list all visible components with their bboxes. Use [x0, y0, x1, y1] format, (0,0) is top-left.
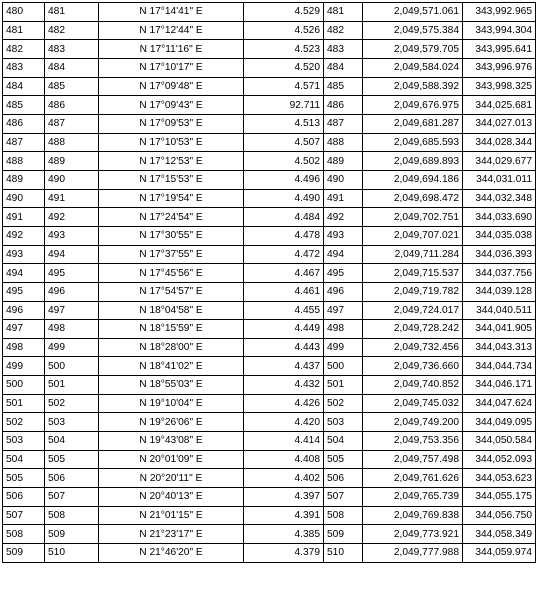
point-cell: 501: [324, 376, 363, 395]
easting-cell: 344,052.093: [463, 450, 536, 469]
to-station-cell: 498: [45, 320, 99, 339]
bearing-cell: N 19°26'06" E: [99, 413, 244, 432]
table-row: [3, 58, 536, 77]
to-station-cell: 493: [45, 226, 99, 245]
northing-cell: 2,049,740.852: [363, 376, 463, 395]
to-station-cell: 507: [45, 488, 99, 507]
northing-cell: 2,049,728.242: [363, 320, 463, 339]
point-cell: 482: [324, 21, 363, 40]
easting-cell: 344,035.038: [463, 226, 536, 245]
distance-cell: 4.408: [244, 450, 324, 469]
point-cell: 495: [324, 264, 363, 283]
to-station-cell: 492: [45, 208, 99, 227]
from-station-cell: 509: [3, 544, 45, 563]
table-row: [3, 3, 536, 22]
to-station-cell: 497: [45, 301, 99, 320]
from-station-cell: 486: [3, 114, 45, 133]
point-cell: 494: [324, 245, 363, 264]
bearing-cell: N 19°43'08" E: [99, 432, 244, 451]
to-station-cell: 508: [45, 506, 99, 525]
point-cell: 489: [324, 152, 363, 171]
easting-cell: 344,036.393: [463, 245, 536, 264]
point-cell: 504: [324, 432, 363, 451]
bearing-cell: N 20°40'13" E: [99, 488, 244, 507]
northing-cell: 2,049,579.705: [363, 40, 463, 59]
distance-cell: 4.397: [244, 488, 324, 507]
bearing-cell: N 17°10'53" E: [99, 133, 244, 152]
easting-cell: 344,025.681: [463, 96, 536, 115]
from-station-cell: 493: [3, 245, 45, 264]
table-row: [3, 114, 536, 133]
from-station-cell: 492: [3, 226, 45, 245]
table-body: [3, 3, 536, 563]
distance-cell: 4.414: [244, 432, 324, 451]
table-row: [3, 525, 536, 544]
easting-cell: 344,053.623: [463, 469, 536, 488]
northing-cell: 2,049,736.660: [363, 357, 463, 376]
table-row: [3, 301, 536, 320]
easting-cell: 344,032.348: [463, 189, 536, 208]
distance-cell: 4.385: [244, 525, 324, 544]
table-row: [3, 96, 536, 115]
easting-cell: 344,059.974: [463, 544, 536, 563]
easting-cell: 344,031.011: [463, 170, 536, 189]
distance-cell: 4.432: [244, 376, 324, 395]
easting-cell: 344,039.128: [463, 282, 536, 301]
table-row: [3, 170, 536, 189]
distance-cell: 4.520: [244, 58, 324, 77]
table-row: [3, 413, 536, 432]
to-station-cell: 509: [45, 525, 99, 544]
from-station-cell: 489: [3, 170, 45, 189]
point-cell: 488: [324, 133, 363, 152]
distance-cell: 4.379: [244, 544, 324, 563]
from-station-cell: 487: [3, 133, 45, 152]
from-station-cell: 499: [3, 357, 45, 376]
distance-cell: 4.523: [244, 40, 324, 59]
table-row: [3, 357, 536, 376]
table-row: [3, 133, 536, 152]
distance-cell: 4.467: [244, 264, 324, 283]
easting-cell: 344,043.313: [463, 338, 536, 357]
bearing-cell: N 17°14'41" E: [99, 3, 244, 22]
easting-cell: 344,056.750: [463, 506, 536, 525]
to-station-cell: 481: [45, 3, 99, 22]
table-row: [3, 208, 536, 227]
point-cell: 502: [324, 394, 363, 413]
easting-cell: 343,994.304: [463, 21, 536, 40]
point-cell: 510: [324, 544, 363, 563]
from-station-cell: 480: [3, 3, 45, 22]
point-cell: 481: [324, 3, 363, 22]
to-station-cell: 501: [45, 376, 99, 395]
northing-cell: 2,049,707.021: [363, 226, 463, 245]
bearing-cell: N 20°01'09" E: [99, 450, 244, 469]
from-station-cell: 505: [3, 469, 45, 488]
distance-cell: 4.426: [244, 394, 324, 413]
table-row: [3, 77, 536, 96]
bearing-cell: N 17°24'54" E: [99, 208, 244, 227]
distance-cell: 4.449: [244, 320, 324, 339]
from-station-cell: 485: [3, 96, 45, 115]
bearing-cell: N 21°01'15" E: [99, 506, 244, 525]
easting-cell: 344,049.095: [463, 413, 536, 432]
table-row: [3, 264, 536, 283]
bearing-cell: N 21°46'20" E: [99, 544, 244, 563]
distance-cell: 92.711: [244, 96, 324, 115]
bearing-cell: N 20°20'11" E: [99, 469, 244, 488]
northing-cell: 2,049,765.739: [363, 488, 463, 507]
distance-cell: 4.513: [244, 114, 324, 133]
easting-cell: 344,033.690: [463, 208, 536, 227]
bearing-cell: N 18°41'02" E: [99, 357, 244, 376]
from-station-cell: 508: [3, 525, 45, 544]
northing-cell: 2,049,588.392: [363, 77, 463, 96]
bearing-cell: N 18°04'58" E: [99, 301, 244, 320]
table-row: [3, 282, 536, 301]
bearing-cell: N 17°09'53" E: [99, 114, 244, 133]
distance-cell: 4.496: [244, 170, 324, 189]
from-station-cell: 482: [3, 40, 45, 59]
bearing-cell: N 18°15'59" E: [99, 320, 244, 339]
distance-cell: 4.461: [244, 282, 324, 301]
northing-cell: 2,049,694.186: [363, 170, 463, 189]
table-row: [3, 40, 536, 59]
easting-cell: 344,046.171: [463, 376, 536, 395]
bearing-cell: N 17°09'43" E: [99, 96, 244, 115]
northing-cell: 2,049,719.782: [363, 282, 463, 301]
northing-cell: 2,049,711.284: [363, 245, 463, 264]
northing-cell: 2,049,749.200: [363, 413, 463, 432]
bearing-cell: N 17°12'53" E: [99, 152, 244, 171]
table-row: [3, 226, 536, 245]
northing-cell: 2,049,715.537: [363, 264, 463, 283]
to-station-cell: 484: [45, 58, 99, 77]
distance-cell: 4.420: [244, 413, 324, 432]
to-station-cell: 486: [45, 96, 99, 115]
easting-cell: 343,992.965: [463, 3, 536, 22]
northing-cell: 2,049,761.626: [363, 469, 463, 488]
point-cell: 496: [324, 282, 363, 301]
distance-cell: 4.391: [244, 506, 324, 525]
easting-cell: 344,055.175: [463, 488, 536, 507]
point-cell: 484: [324, 58, 363, 77]
easting-cell: 343,995.641: [463, 40, 536, 59]
from-station-cell: 498: [3, 338, 45, 357]
from-station-cell: 506: [3, 488, 45, 507]
from-station-cell: 490: [3, 189, 45, 208]
from-station-cell: 495: [3, 282, 45, 301]
to-station-cell: 488: [45, 133, 99, 152]
table-row: [3, 21, 536, 40]
northing-cell: 2,049,724.017: [363, 301, 463, 320]
point-cell: 503: [324, 413, 363, 432]
to-station-cell: 496: [45, 282, 99, 301]
distance-cell: 4.443: [244, 338, 324, 357]
northing-cell: 2,049,757.498: [363, 450, 463, 469]
easting-cell: 344,040.511: [463, 301, 536, 320]
from-station-cell: 496: [3, 301, 45, 320]
bearing-cell: N 18°55'03" E: [99, 376, 244, 395]
northing-cell: 2,049,773.921: [363, 525, 463, 544]
point-cell: 491: [324, 189, 363, 208]
distance-cell: 4.472: [244, 245, 324, 264]
northing-cell: 2,049,745.032: [363, 394, 463, 413]
table-row: [3, 506, 536, 525]
bearing-cell: N 17°54'57" E: [99, 282, 244, 301]
to-station-cell: 502: [45, 394, 99, 413]
to-station-cell: 504: [45, 432, 99, 451]
to-station-cell: 487: [45, 114, 99, 133]
from-station-cell: 494: [3, 264, 45, 283]
distance-cell: 4.402: [244, 469, 324, 488]
bearing-cell: N 17°19'54" E: [99, 189, 244, 208]
from-station-cell: 481: [3, 21, 45, 40]
northing-cell: 2,049,685.593: [363, 133, 463, 152]
to-station-cell: 494: [45, 245, 99, 264]
distance-cell: 4.484: [244, 208, 324, 227]
from-station-cell: 500: [3, 376, 45, 395]
distance-cell: 4.437: [244, 357, 324, 376]
from-station-cell: 488: [3, 152, 45, 171]
northing-cell: 2,049,575.384: [363, 21, 463, 40]
table-row: [3, 394, 536, 413]
from-station-cell: 501: [3, 394, 45, 413]
from-station-cell: 502: [3, 413, 45, 432]
point-cell: 490: [324, 170, 363, 189]
point-cell: 498: [324, 320, 363, 339]
distance-cell: 4.526: [244, 21, 324, 40]
bearing-cell: N 17°12'44" E: [99, 21, 244, 40]
table-row: [3, 320, 536, 339]
table-row: [3, 338, 536, 357]
easting-cell: 344,041.905: [463, 320, 536, 339]
table-row: [3, 245, 536, 264]
point-cell: 497: [324, 301, 363, 320]
bearing-cell: N 17°11'16" E: [99, 40, 244, 59]
from-station-cell: 503: [3, 432, 45, 451]
point-cell: 506: [324, 469, 363, 488]
distance-cell: 4.529: [244, 3, 324, 22]
point-cell: 492: [324, 208, 363, 227]
bearing-cell: N 21°23'17" E: [99, 525, 244, 544]
to-station-cell: 490: [45, 170, 99, 189]
easting-cell: 344,028.344: [463, 133, 536, 152]
point-cell: 500: [324, 357, 363, 376]
to-station-cell: 482: [45, 21, 99, 40]
survey-coordinates-table: [2, 2, 536, 563]
point-cell: 509: [324, 525, 363, 544]
from-station-cell: 497: [3, 320, 45, 339]
distance-cell: 4.478: [244, 226, 324, 245]
point-cell: 485: [324, 77, 363, 96]
table-row: [3, 469, 536, 488]
distance-cell: 4.507: [244, 133, 324, 152]
bearing-cell: N 17°37'55" E: [99, 245, 244, 264]
northing-cell: 2,049,681.287: [363, 114, 463, 133]
from-station-cell: 504: [3, 450, 45, 469]
to-station-cell: 510: [45, 544, 99, 563]
northing-cell: 2,049,777.988: [363, 544, 463, 563]
to-station-cell: 503: [45, 413, 99, 432]
bearing-cell: N 18°28'00" E: [99, 338, 244, 357]
point-cell: 505: [324, 450, 363, 469]
table-row: [3, 376, 536, 395]
to-station-cell: 506: [45, 469, 99, 488]
to-station-cell: 505: [45, 450, 99, 469]
distance-cell: 4.490: [244, 189, 324, 208]
from-station-cell: 483: [3, 58, 45, 77]
northing-cell: 2,049,702.751: [363, 208, 463, 227]
northing-cell: 2,049,732.456: [363, 338, 463, 357]
table-row: [3, 544, 536, 563]
table-row: [3, 432, 536, 451]
point-cell: 486: [324, 96, 363, 115]
distance-cell: 4.455: [244, 301, 324, 320]
northing-cell: 2,049,753.356: [363, 432, 463, 451]
table-row: [3, 189, 536, 208]
easting-cell: 343,996.976: [463, 58, 536, 77]
to-station-cell: 485: [45, 77, 99, 96]
to-station-cell: 495: [45, 264, 99, 283]
easting-cell: 344,037.756: [463, 264, 536, 283]
northing-cell: 2,049,769.838: [363, 506, 463, 525]
point-cell: 507: [324, 488, 363, 507]
northing-cell: 2,049,584.024: [363, 58, 463, 77]
bearing-cell: N 17°15'53" E: [99, 170, 244, 189]
northing-cell: 2,049,676.975: [363, 96, 463, 115]
easting-cell: 344,029.677: [463, 152, 536, 171]
point-cell: 487: [324, 114, 363, 133]
easting-cell: 344,058.349: [463, 525, 536, 544]
northing-cell: 2,049,689.893: [363, 152, 463, 171]
from-station-cell: 484: [3, 77, 45, 96]
distance-cell: 4.502: [244, 152, 324, 171]
bearing-cell: N 17°09'48" E: [99, 77, 244, 96]
easting-cell: 344,047.624: [463, 394, 536, 413]
to-station-cell: 499: [45, 338, 99, 357]
point-cell: 483: [324, 40, 363, 59]
bearing-cell: N 19°10'04" E: [99, 394, 244, 413]
distance-cell: 4.571: [244, 77, 324, 96]
point-cell: 499: [324, 338, 363, 357]
easting-cell: 343,998.325: [463, 77, 536, 96]
table-row: [3, 488, 536, 507]
bearing-cell: N 17°10'17" E: [99, 58, 244, 77]
easting-cell: 344,027.013: [463, 114, 536, 133]
from-station-cell: 491: [3, 208, 45, 227]
point-cell: 508: [324, 506, 363, 525]
table-row: [3, 450, 536, 469]
northing-cell: 2,049,571.061: [363, 3, 463, 22]
bearing-cell: N 17°30'55" E: [99, 226, 244, 245]
easting-cell: 344,050.584: [463, 432, 536, 451]
to-station-cell: 483: [45, 40, 99, 59]
table-row: [3, 152, 536, 171]
to-station-cell: 489: [45, 152, 99, 171]
to-station-cell: 491: [45, 189, 99, 208]
from-station-cell: 507: [3, 506, 45, 525]
point-cell: 493: [324, 226, 363, 245]
northing-cell: 2,049,698.472: [363, 189, 463, 208]
easting-cell: 344,044.734: [463, 357, 536, 376]
to-station-cell: 500: [45, 357, 99, 376]
bearing-cell: N 17°45'56" E: [99, 264, 244, 283]
